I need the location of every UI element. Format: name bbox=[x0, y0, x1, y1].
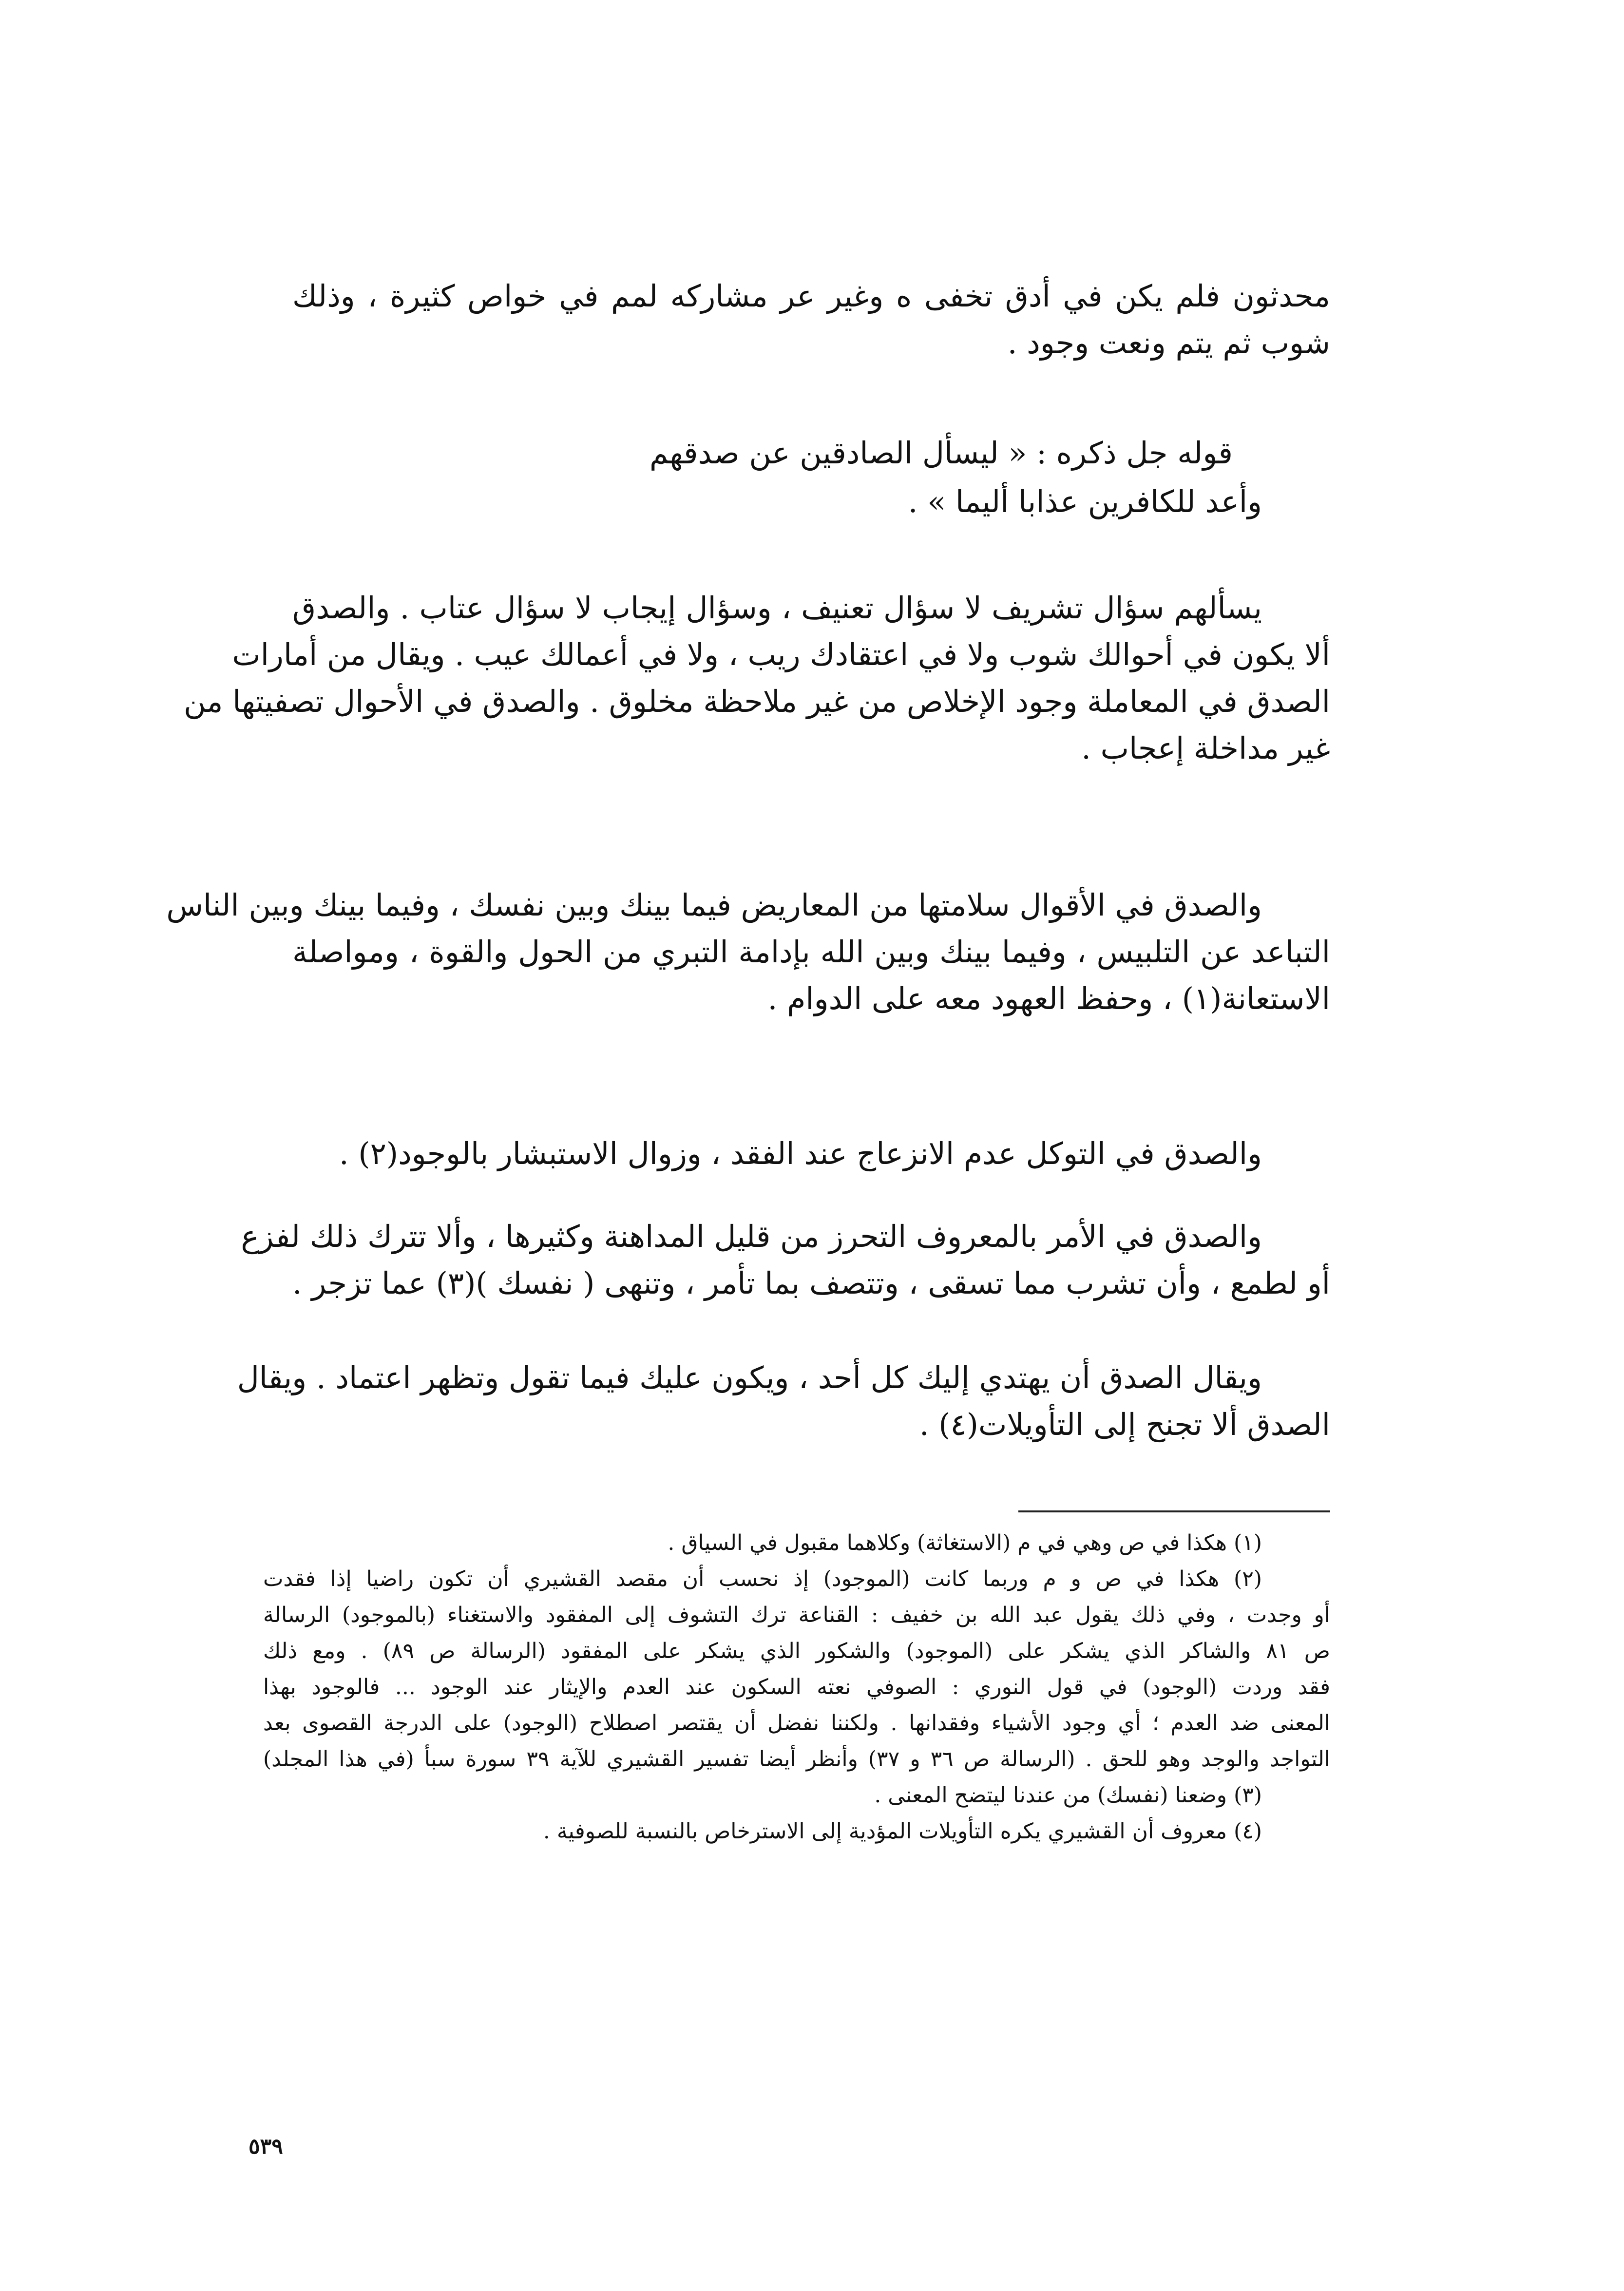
page-number: ٥٣٩ bbox=[248, 2134, 283, 2159]
footnote-2-line-6: التواجد والوجد وهو للحق . (الرسالة ص ٣٦ و ٣٧) وأنظر أيضا تفسير القشيري للآية ٣٩ سورة سبأ (في هذا المجلد) bbox=[263, 1747, 1330, 1772]
paragraph-3 bbox=[292, 1130, 1330, 1177]
paragraph-3-line-1: والصدق في التوكل عدم الانزعاج عند الفقد ، وزوال الاستبشار بالوجود(٢) . bbox=[339, 1136, 1262, 1171]
intro-paragraph bbox=[292, 273, 1330, 366]
footnote-2-line-5: المعنى ضد العدم ؛ أي وجود الأشياء وفقدانها . ولكننا نفضل أن يقتصر اصطلاح (الوجود) على الدرجة القصوى بعد bbox=[263, 1711, 1330, 1736]
verse-line-1: قوله جل ذكره : « ليسأل الصادقين عن صدقهم bbox=[649, 435, 1233, 471]
intro-line-2: شوب ثم يتم ونعت وجود . bbox=[1007, 325, 1330, 361]
paragraph-2-line-3: الاستعانة(١) ، وحفظ العهود معه على الدوام . bbox=[767, 981, 1330, 1016]
footnote-2-line-3: ص ٨١ والشاكر الذي يشكر على (الموجود) والشكور الذي يشكر على المفقود (الرسالة ص ٨٩) . ومع ذلك bbox=[263, 1639, 1331, 1663]
footnote-separator bbox=[1018, 1510, 1330, 1512]
footnote-2-line-1: (٢) هكذا في ص و م وربما كانت (الموجود) إذ نحسب أن مقصد القشيري أن تكون راضيا إذا فقدت bbox=[263, 1566, 1262, 1591]
footnote-4: (٤) معروف أن القشيري يكره التأويلات المؤدية إلى الاسترخاص بالنسبة للصوفية . bbox=[543, 1819, 1262, 1844]
paragraph-1 bbox=[184, 585, 1330, 772]
paragraph-1-line-2: ألا يكون في أحوالك شوب ولا في اعتقادك ريب ، ولا في أعمالك عيب . ويقال من أمارات bbox=[232, 637, 1330, 672]
quran-verse bbox=[292, 429, 1330, 526]
footnote-2-line-4: فقد وردت (الوجود) في قول النوري : الصوفي نعته السكون عند العدم والإيثار عند الوجود ... فالوجود بهذا bbox=[263, 1675, 1330, 1699]
paragraph-1-line-3: الصدق في المعاملة وجود الإخلاص من غير ملاحظة مخلوق . والصدق في الأحوال تصفيتها من bbox=[184, 684, 1330, 719]
paragraph-5 bbox=[237, 1355, 1330, 1448]
paragraph-1-line-1: يسألهم سؤال تشريف لا سؤال تعنيف ، وسؤال إيجاب لا سؤال عتاب . والصدق bbox=[292, 590, 1262, 626]
paragraph-5-line-2: الصدق ألا تجنح إلى التأويلات(٤) . bbox=[919, 1407, 1330, 1442]
paragraph-2 bbox=[166, 882, 1330, 1022]
paragraph-2-line-1: والصدق في الأقوال سلامتها من المعاريض فيما بينك وبين نفسك ، وفيما بينك وبين الناس bbox=[166, 887, 1262, 923]
paragraph-4 bbox=[241, 1213, 1330, 1307]
paragraph-4-line-1: والصدق في الأمر بالمعروف التحرز من قليل المداهنة وكثيرها ، وألا تترك ذلك لفزع bbox=[241, 1219, 1262, 1254]
paragraph-1-line-4: غير مداخلة إعجاب . bbox=[1081, 730, 1330, 766]
paragraph-5-line-1: ويقال الصدق أن يهتدي إليك كل أحد ، ويكون عليك فيما تقول وتظهر اعتماد . ويقال bbox=[237, 1360, 1262, 1395]
intro-line-1: محدثون فلم يكن في أدق تخفى ه وغير عر مشاركه لمم في خواص كثيرة ، وذلك bbox=[292, 278, 1330, 314]
footnote-1: (١) هكذا في ص وهي في م (الاستغاثة) وكلاهما مقبول في السياق . bbox=[668, 1530, 1262, 1555]
verse-line-2: وأعد للكافرين عذابا أليما » . bbox=[908, 484, 1262, 519]
paragraph-2-line-2: التباعد عن التلبيس ، وفيما بينك وبين الله بإدامة التبري من الحول والقوة ، ومواصلة bbox=[292, 934, 1330, 970]
paragraph-4-line-2: أو لطمع ، وأن تشرب مما تسقى ، وتتصف بما تأمر ، وتنهى ( نفسك )(٣) عما تزجر . bbox=[292, 1265, 1330, 1301]
footnote-2-line-2: أو وجدت ، وفي ذلك يقول عبد الله بن خفيف : القناعة ترك التشوف إلى المفقود والاستغناء (بالموجود) الرسالة bbox=[263, 1603, 1330, 1627]
footnote-3: (٣) وضعنا (نفسك) من عندنا ليتضح المعنى . bbox=[874, 1783, 1262, 1808]
footnotes bbox=[263, 1525, 1330, 1850]
